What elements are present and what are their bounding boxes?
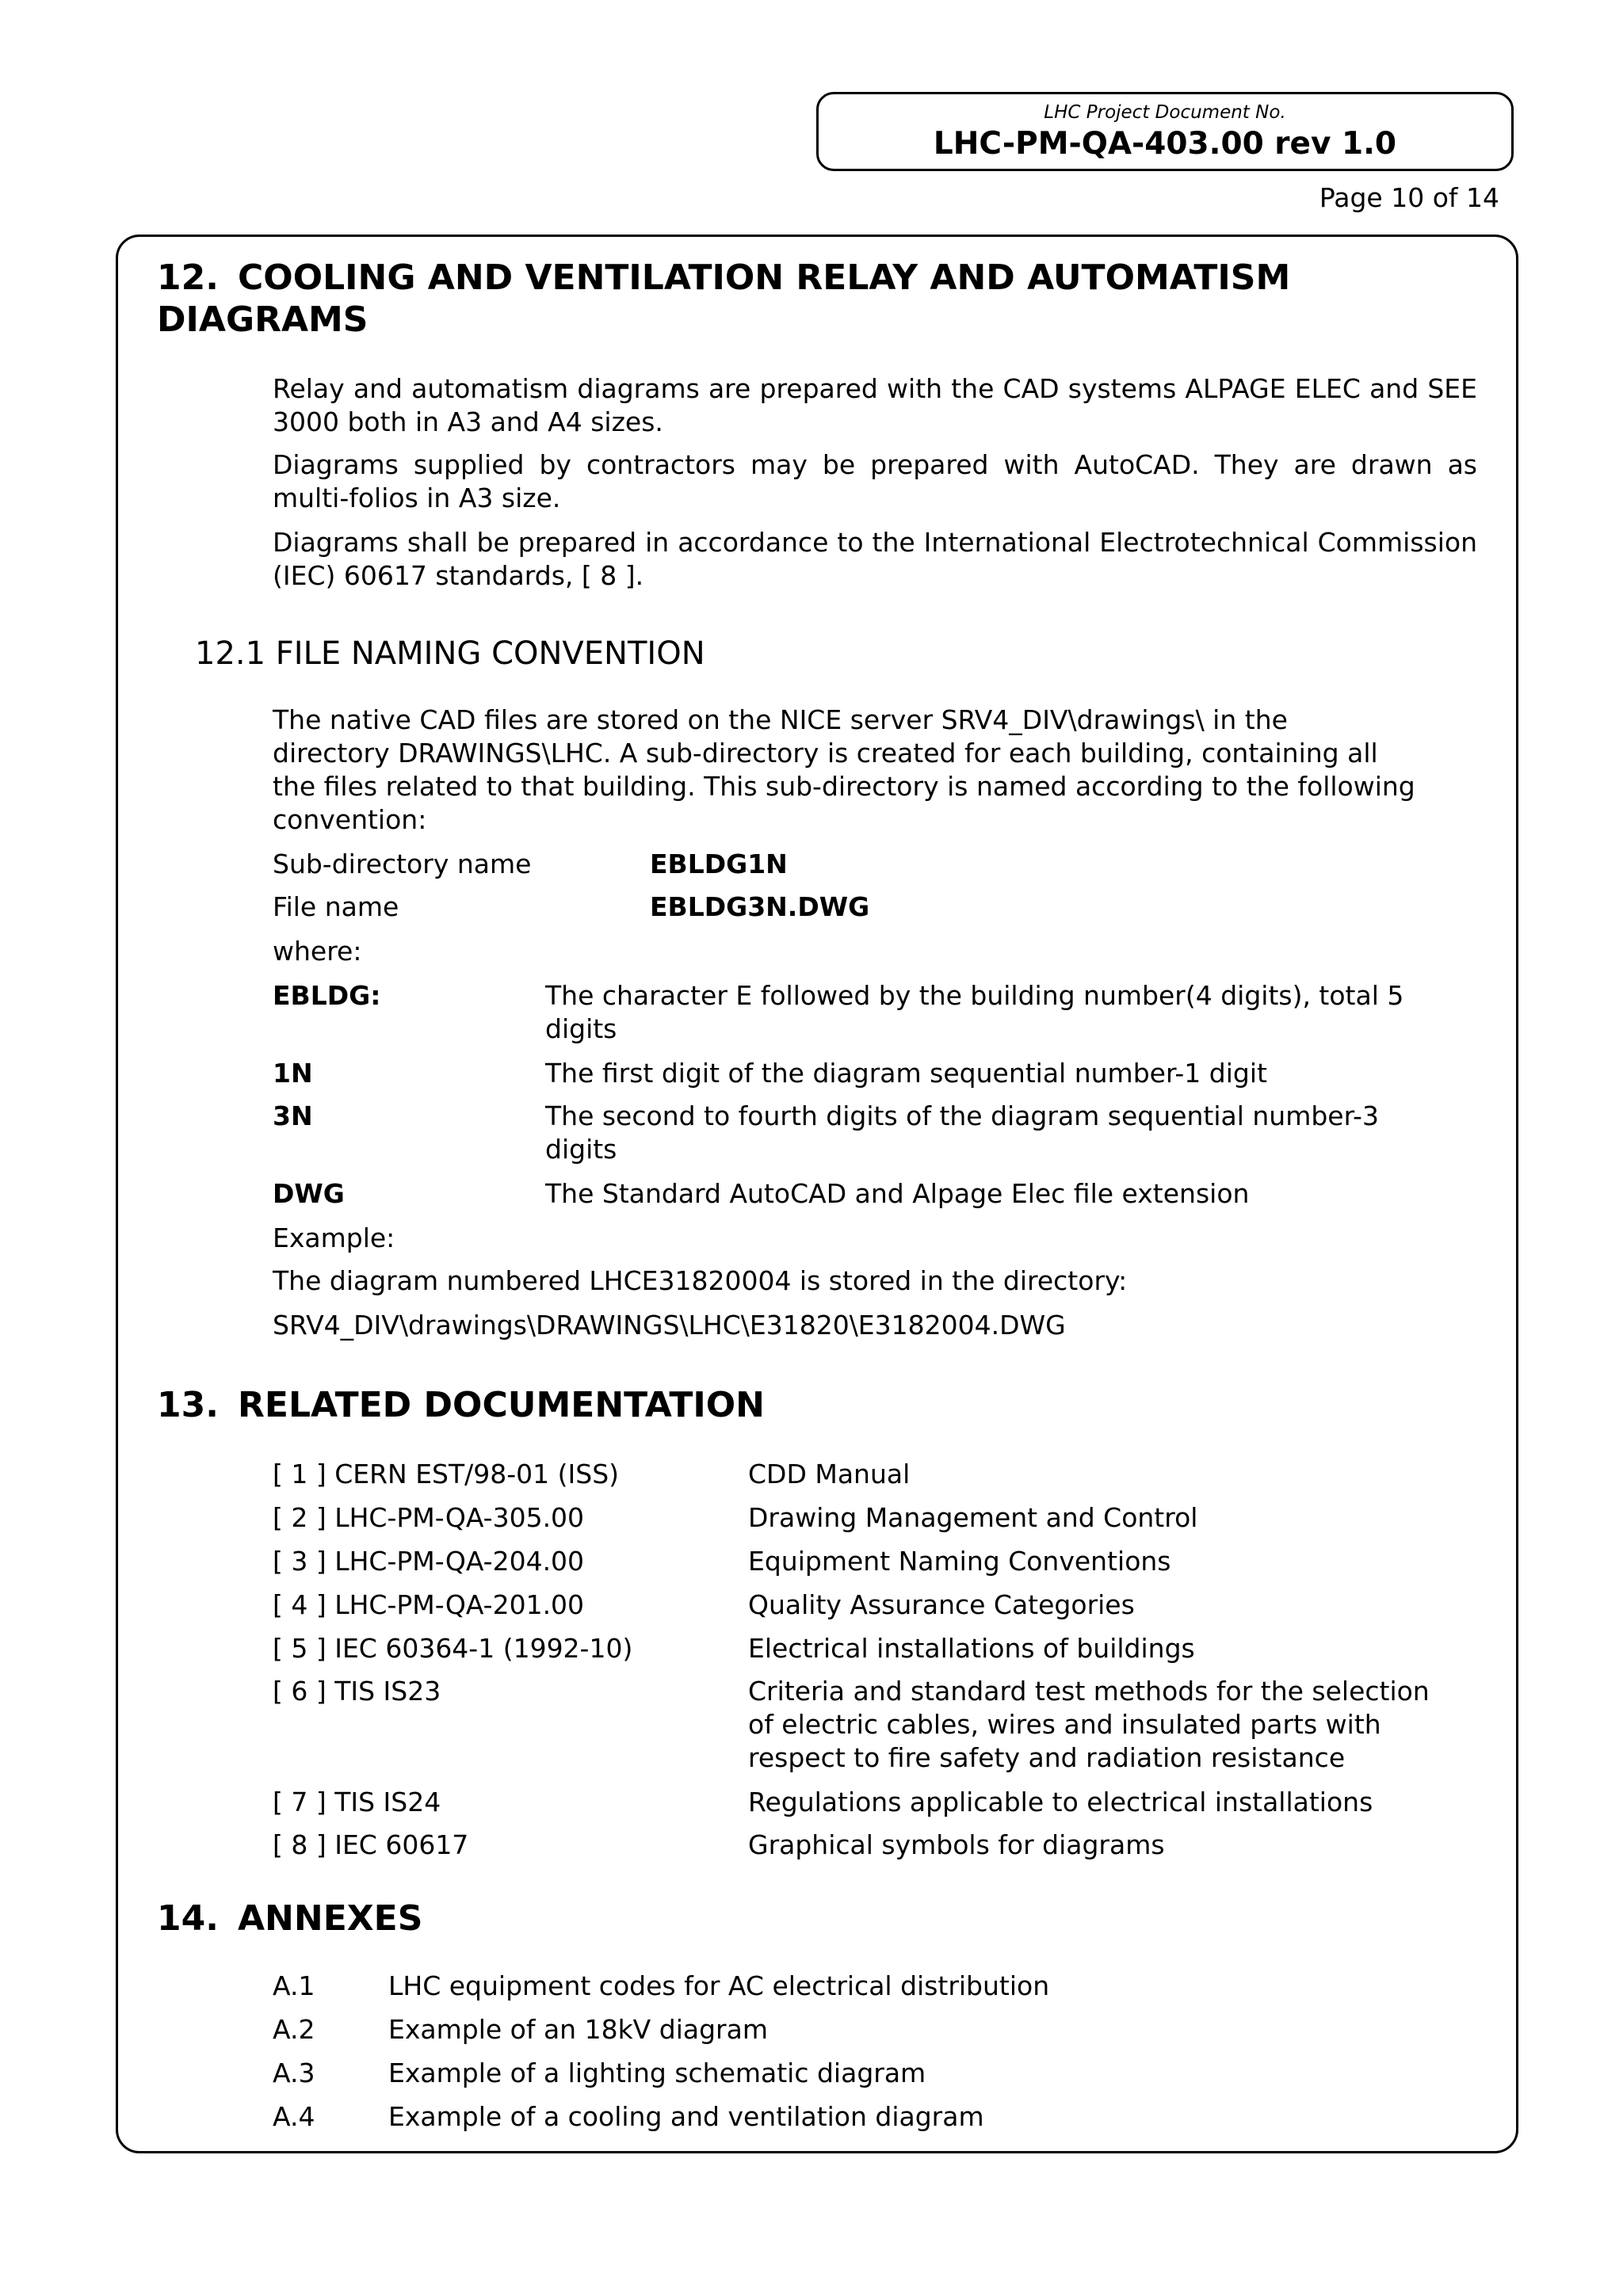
naming-intro-line: convention: — [273, 804, 427, 835]
annex-id: A.2 — [273, 2014, 315, 2045]
annex-id: A.1 — [273, 1970, 315, 2001]
annex-title: Example of an 18kV diagram — [388, 2014, 768, 2045]
reference-id: [ 7 ] TIS IS24 — [273, 1787, 441, 1817]
definition-term: 3N — [273, 1100, 313, 1131]
section-13-number: 13. — [157, 1385, 219, 1425]
example-path: SRV4_DIV\drawings\DRAWINGS\LHC\E31820\E3182004.DWG — [273, 1310, 1066, 1341]
section-12-paragraph-2: Diagrams supplied by contractors may be prepared with AutoCAD. They are drawn as multi-folios in A3 size. — [273, 449, 1477, 513]
reference-title: of electric cables, wires and insulated parts with — [748, 1709, 1381, 1740]
definition-text: The first digit of the diagram sequential number-1 digit — [545, 1058, 1267, 1089]
file-name-value: EBLDG3N.DWG — [650, 891, 870, 922]
definition-text: digits — [545, 1013, 617, 1044]
annex-id: A.4 — [273, 2101, 315, 2132]
example-text: The diagram numbered LHCE31820004 is stored in the directory: — [273, 1265, 1128, 1296]
naming-intro-line: the files related to that building. This sub-directory is named according to the following — [273, 771, 1415, 802]
example-label: Example: — [273, 1222, 395, 1253]
reference-id: [ 2 ] LHC-PM-QA-305.00 — [273, 1502, 585, 1533]
reference-id: [ 6 ] TIS IS23 — [273, 1676, 441, 1707]
definition-text: The character E followed by the building number(4 digits), total 5 — [545, 980, 1404, 1011]
reference-title: Regulations applicable to electrical installations — [748, 1787, 1373, 1817]
document-number-label: LHC Project Document No. — [1044, 102, 1286, 123]
section-12-paragraph-1: Relay and automatism diagrams are prepared with the CAD systems ALPAGE ELEC and SEE 3000 both in A3 and A4 sizes. — [273, 373, 1477, 437]
document-number: LHC-PM-QA-403.00 rev 1.0 — [933, 126, 1397, 162]
section-13-title: RELATED DOCUMENTATION — [238, 1385, 765, 1425]
definition-text: The second to fourth digits of the diagram sequential number-3 — [545, 1100, 1379, 1131]
definition-text: The Standard AutoCAD and Alpage Elec file extension — [545, 1178, 1250, 1209]
reference-title: Quality Assurance Categories — [748, 1589, 1135, 1620]
reference-id: [ 3 ] LHC-PM-QA-204.00 — [273, 1546, 585, 1577]
document-number-box — [816, 92, 1514, 171]
naming-intro-line: directory DRAWINGS\LHC. A sub-directory is created for each building, containing all — [273, 738, 1378, 769]
reference-id: [ 1 ] CERN EST/98-01 (ISS) — [273, 1459, 620, 1489]
definition-term: DWG — [273, 1178, 345, 1209]
naming-intro-line: The native CAD files are stored on the NICE server SRV4_DIV\drawings\ in the — [273, 704, 1288, 735]
reference-title: CDD Manual — [748, 1459, 911, 1489]
subsection-12-1-title: 12.1 FILE NAMING CONVENTION — [195, 635, 705, 672]
reference-id: [ 8 ] IEC 60617 — [273, 1829, 469, 1860]
subdirectory-name-value: EBLDG1N — [650, 849, 788, 879]
annex-title: Example of a lighting schematic diagram — [388, 2058, 926, 2088]
reference-title: Criteria and standard test methods for the selection — [748, 1676, 1430, 1707]
annex-title: LHC equipment codes for AC electrical distribution — [388, 1970, 1050, 2001]
annex-id: A.3 — [273, 2058, 315, 2088]
reference-id: [ 5 ] IEC 60364-1 (1992-10) — [273, 1633, 633, 1664]
reference-title: Electrical installations of buildings — [748, 1633, 1195, 1664]
section-12-title-continued: DIAGRAMS — [157, 299, 369, 340]
where-label: where: — [273, 936, 362, 967]
file-name-label: File name — [273, 891, 399, 922]
definition-term: EBLDG: — [273, 980, 381, 1011]
section-12-number: 12. — [157, 257, 219, 298]
reference-title: respect to fire safety and radiation resistance — [748, 1742, 1346, 1773]
section-12-title: COOLING AND VENTILATION RELAY AND AUTOMATISM — [238, 257, 1291, 298]
reference-id: [ 4 ] LHC-PM-QA-201.00 — [273, 1589, 585, 1620]
reference-title: Drawing Management and Control — [748, 1502, 1198, 1533]
reference-title: Graphical symbols for diagrams — [748, 1829, 1165, 1860]
annex-title: Example of a cooling and ventilation diagram — [388, 2101, 984, 2132]
section-14-title: ANNEXES — [238, 1898, 423, 1939]
definition-term: 1N — [273, 1058, 313, 1089]
definition-text: digits — [545, 1134, 617, 1165]
reference-title: Equipment Naming Conventions — [748, 1546, 1171, 1577]
subdirectory-name-label: Sub-directory name — [273, 849, 532, 879]
section-12-paragraph-3: Diagrams shall be prepared in accordance to the International Electrotechnical Commission (IEC) 60617 standards, [ 8 ]. — [273, 527, 1477, 591]
section-14-number: 14. — [157, 1898, 219, 1939]
page-number: Page 10 of 14 — [1319, 182, 1499, 213]
